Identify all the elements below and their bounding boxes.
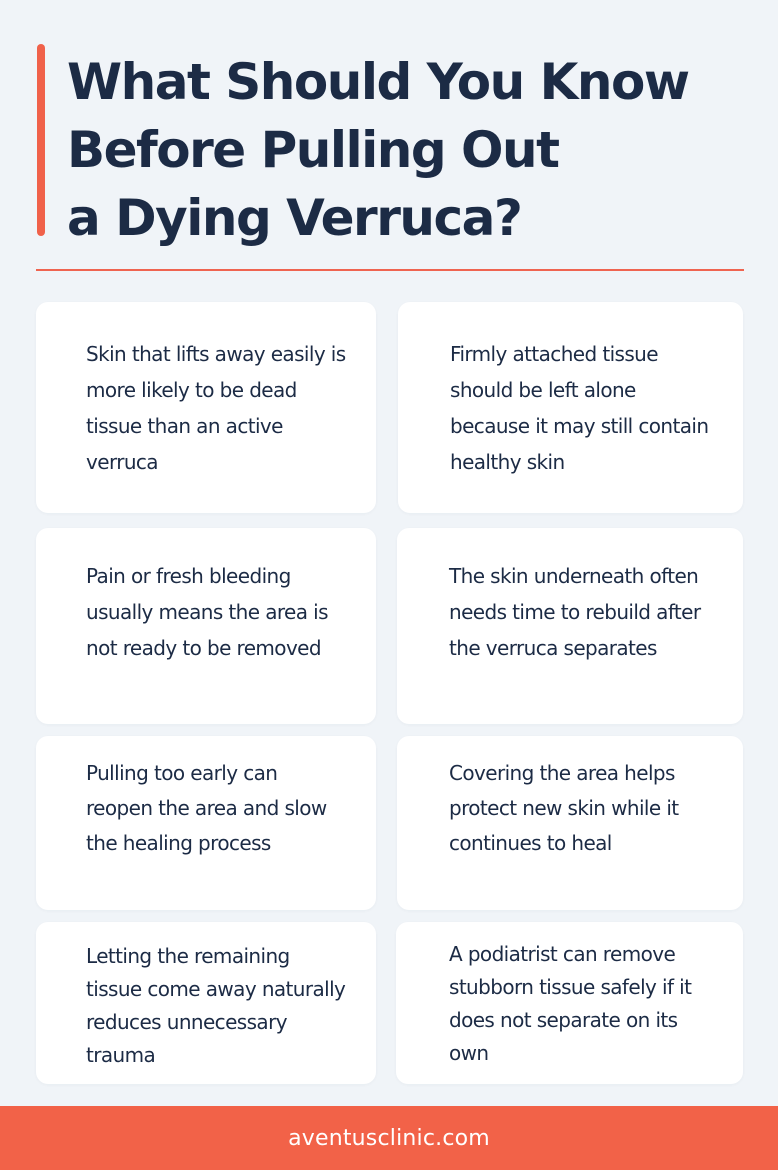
card-text: Letting the remaining tissue come away naturally reduces unnecessary trauma	[86, 944, 346, 1067]
website-url[interactable]: aventusclinic.com	[288, 1125, 490, 1151]
info-card	[397, 528, 743, 724]
card-text: Pulling too early can reopen the area and slow the healing process	[86, 761, 327, 855]
page-header	[37, 44, 743, 247]
card-text: A podiatrist can remove stubborn tissue safely if it does not separate on its own	[449, 942, 692, 1065]
title-line-3: a Dying Verruca?	[67, 189, 522, 247]
title-line-2: Before Pulling Out	[67, 121, 559, 179]
card-text: Covering the area helps protect new skin while it continues to heal	[449, 761, 679, 855]
info-card	[397, 736, 743, 910]
footer-banner	[0, 1106, 778, 1170]
card-text: Firmly attached tissue should be left alone because it may still contain healthy skin	[450, 342, 709, 474]
header-divider	[36, 269, 744, 271]
card-text: Pain or fresh bleeding usually means the area is not ready to be removed	[86, 564, 328, 660]
info-card	[36, 302, 376, 513]
card-text: Skin that lifts away easily is more likely to be dead tissue than an active verruca	[86, 342, 346, 474]
info-card	[396, 922, 743, 1084]
title-line-1: What Should You Know	[67, 53, 689, 111]
page-title	[67, 48, 737, 252]
card-text: The skin underneath often needs time to rebuild after the verruca separates	[449, 564, 701, 660]
accent-bar	[37, 44, 45, 236]
info-card	[36, 922, 376, 1084]
info-card	[36, 736, 376, 910]
info-card	[36, 528, 376, 724]
info-card	[398, 302, 743, 513]
